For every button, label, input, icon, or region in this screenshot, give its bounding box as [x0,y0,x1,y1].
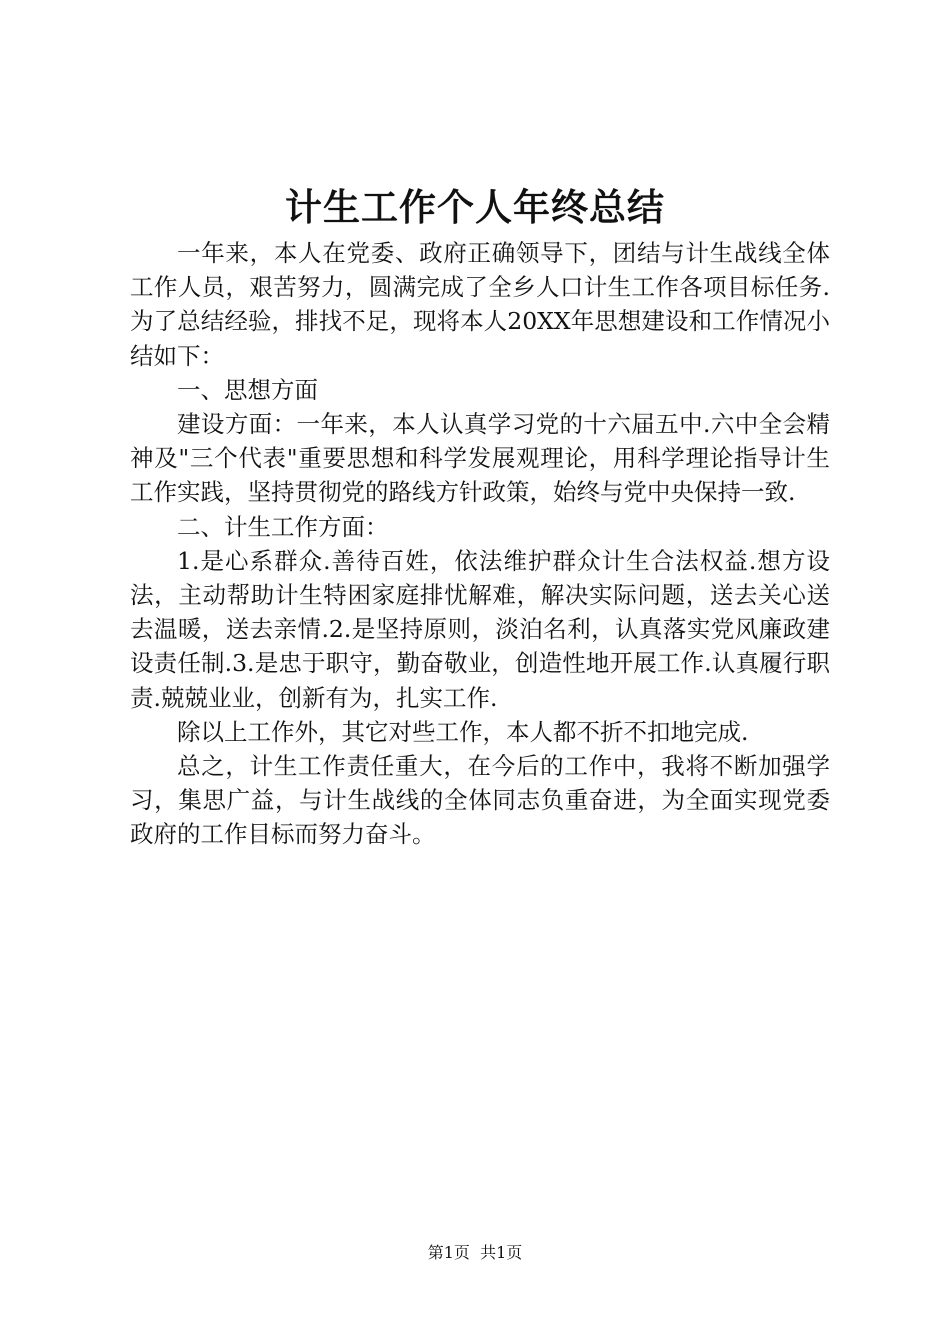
paragraph-work-items: 1.是心系群众.善待百姓，依法维护群众计生合法权益.想方设法，主动帮助计生特困家庭排忧解难，解决实际问题，送去关心送去温暖，送去亲情.2.是坚持原则，淡泊名利，认真落实党风廉政建设责任制.3.是忠于职守，勤奋敬业，创造性地开展工作.认真履行职责.兢兢业业，创新有为，扎实工作. [130,546,830,712]
page-number: 第1页 [427,1243,470,1262]
document-title: 计生工作个人年终总结 [285,186,665,229]
paragraph-conclusion: 总之，计生工作责任重大，在今后的工作中，我将不断加强学习，集思广益，与计生战线的全体同志负重奋进，为全面实现党委政府的工作目标而努力奋斗。 [130,752,830,849]
page-total: 共1页 [480,1243,523,1262]
paragraph-other-work: 除以上工作外，其它对些工作，本人都不折不扣地完成. [177,717,749,746]
page-footer [0,1241,950,1265]
section-heading-work: 二、计生工作方面： [177,512,389,541]
document-body [130,236,830,852]
section-heading-thought: 一、思想方面 [177,375,318,404]
paragraph-intro: 一年来，本人在党委、政府正确领导下，团结与计生战线全体工作人员，艰苦努力，圆满完成了全乡人口计生工作各项目标任务.为了总结经验，排找不足，现将本人20XX年思想建设和工作情况小结如下： [130,239,830,370]
paragraph-thought-building: 建设方面：一年来，本人认真学习党的十六届五中.六中全会精神及"三个代表"重要思想和科学发展观理论，用科学理论指导计生工作实践，坚持贯彻党的路线方针政策，始终与党中央保持一致. [130,410,830,507]
